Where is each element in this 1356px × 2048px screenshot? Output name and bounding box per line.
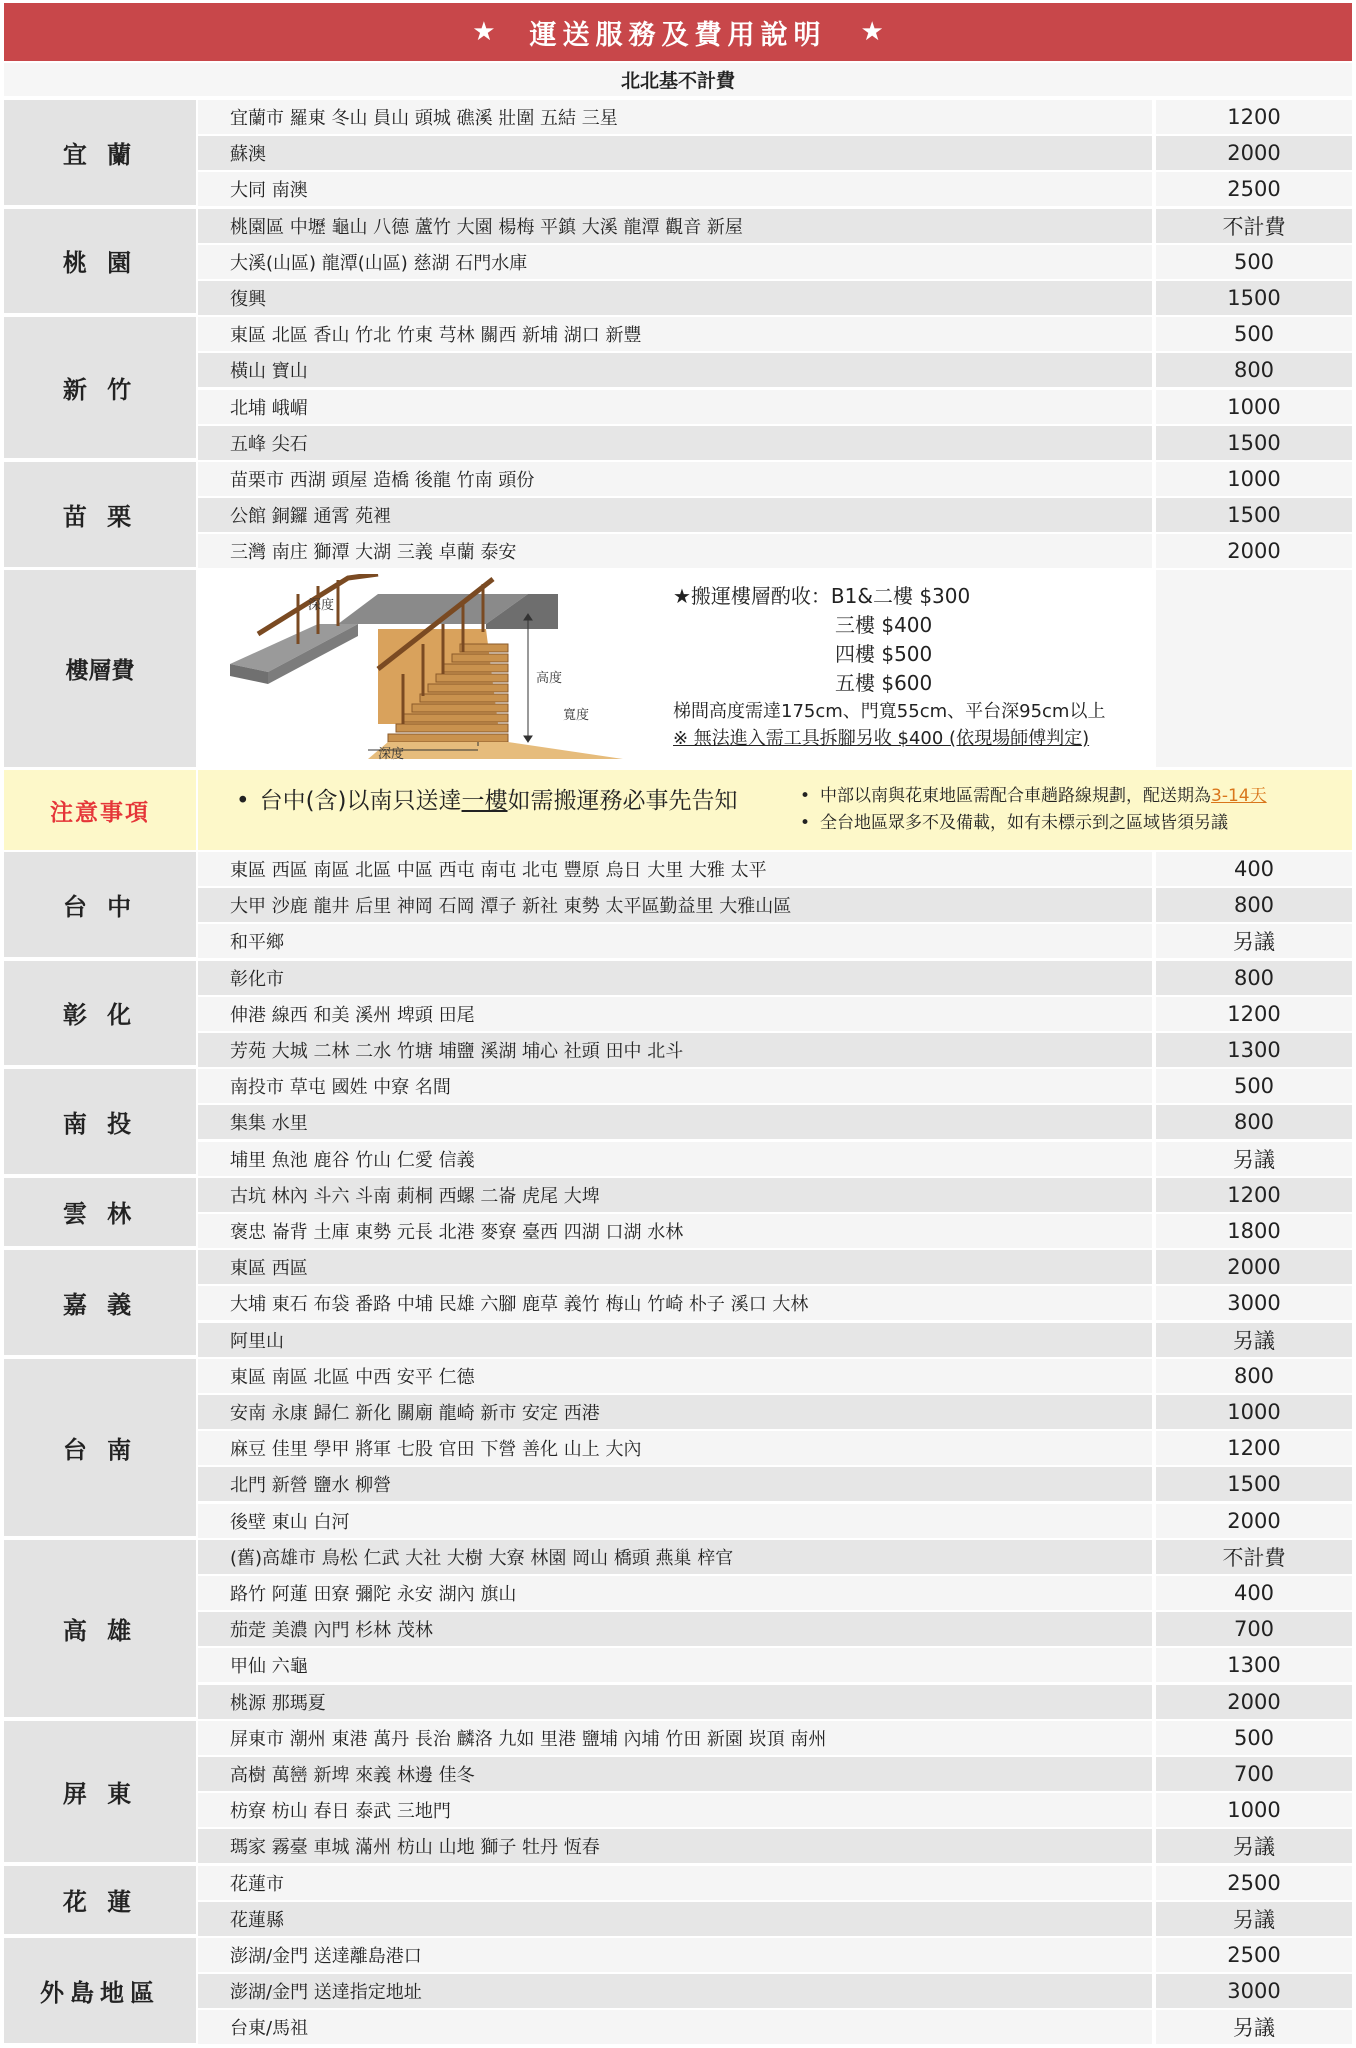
- table-row: [198, 207, 1352, 243]
- area-cell: 阿里山: [198, 1323, 1152, 1357]
- floor-fee-line: 四樓 $500: [835, 642, 933, 666]
- price-cell: 1200: [1156, 1431, 1352, 1465]
- area-cell: 桃園區 中壢 龜山 八德 蘆竹 大園 楊梅 平鎮 大溪 龍潭 觀音 新屋: [198, 209, 1152, 243]
- price-cell: 2500: [1156, 172, 1352, 206]
- area-cell: 屏東市 潮州 東港 萬丹 長治 麟洛 九如 里港 鹽埔 內埔 竹田 新園 崁頂 南州: [198, 1721, 1152, 1755]
- region-label: 台 南: [4, 1357, 196, 1538]
- area-cell: 東區 西區 南區 北區 中區 西屯 南屯 北屯 豐原 烏日 大里 大雅 太平: [198, 852, 1152, 886]
- table-row: [198, 1972, 1352, 2008]
- area-cell: 伸港 線西 和美 溪州 埤頭 田尾: [198, 997, 1152, 1031]
- price-cell: 1500: [1156, 498, 1352, 532]
- price-cell: 2500: [1156, 1938, 1352, 1972]
- notice-side-text: 全台地區眾多不及備載，如有未標示到之區域皆須另議: [820, 813, 1229, 833]
- floor-fee-line: 三樓 $400: [835, 613, 933, 637]
- table-row: [198, 1610, 1352, 1646]
- area-cell: 三灣 南庄 獅潭 大湖 三義 卓蘭 泰安: [198, 534, 1152, 568]
- price-cell: 2000: [1156, 1685, 1352, 1719]
- table-row: [198, 532, 1352, 568]
- bullet-icon: •: [800, 813, 811, 833]
- table-row: [198, 424, 1352, 460]
- area-cell: 褒忠 崙背 土庫 東勢 元長 北港 麥寮 臺西 四湖 口湖 水林: [198, 1214, 1152, 1248]
- floor-fee-price-cell: [1156, 570, 1352, 767]
- table-row: [198, 1031, 1352, 1067]
- label-depth-bottom: 深度: [378, 747, 405, 762]
- price-cell: 500: [1156, 245, 1352, 279]
- area-cell: 北門 新營 鹽水 柳營: [198, 1467, 1152, 1501]
- price-cell: 1300: [1156, 1033, 1352, 1067]
- area-cell: (舊)高雄市 鳥松 仁武 大社 大樹 大寮 林園 岡山 橋頭 燕巢 梓官: [198, 1540, 1152, 1574]
- table-row: [198, 1864, 1352, 1900]
- notice-side: [800, 783, 1267, 837]
- price-cell: 800: [1156, 888, 1352, 922]
- table-row: [198, 496, 1352, 532]
- table-row: [198, 922, 1352, 958]
- table-row: [198, 1140, 1352, 1176]
- area-cell: 公館 銅鑼 通霄 苑裡: [198, 498, 1152, 532]
- price-cell: 1500: [1156, 426, 1352, 460]
- table-row: [198, 1574, 1352, 1610]
- table-row: [198, 1176, 1352, 1212]
- delivery-period: 3-14天: [1211, 786, 1267, 806]
- table-row: [198, 1827, 1352, 1863]
- area-cell: 甲仙 六龜: [198, 1648, 1152, 1682]
- table-row: [198, 279, 1352, 315]
- area-cell: 古坑 林內 斗六 斗南 莿桐 西螺 二崙 虎尾 大埤: [198, 1178, 1152, 1212]
- area-cell: 澎湖/金門 送達指定地址: [198, 1974, 1152, 2008]
- area-cell: 北埔 峨嵋: [198, 390, 1152, 424]
- region-label: 南 投: [4, 1067, 196, 1176]
- area-cell: 花蓮縣: [198, 1902, 1152, 1936]
- price-cell: 1800: [1156, 1214, 1352, 1248]
- price-cell: 另議: [1156, 2010, 1352, 2044]
- price-cell: 另議: [1156, 1323, 1352, 1357]
- area-cell: 埔里 魚池 鹿谷 竹山 仁愛 信義: [198, 1142, 1152, 1176]
- region-label: 新 竹: [4, 315, 196, 460]
- region-label: 雲 林: [4, 1176, 196, 1248]
- table-row: [198, 850, 1352, 886]
- region-label: 苗 栗: [4, 460, 196, 569]
- table-row: [198, 315, 1352, 351]
- region-label: 彰 化: [4, 959, 196, 1068]
- notice-side-text: 中部以南與花東地區需配合車趟路線規劃，配送期為: [820, 786, 1212, 806]
- table-row: [198, 886, 1352, 922]
- notice-main-emphasis: 一樓: [461, 788, 508, 814]
- area-cell: 台東/馬祖: [198, 2010, 1152, 2044]
- table-row: [198, 1646, 1352, 1682]
- price-cell: 3000: [1156, 1286, 1352, 1320]
- area-cell: 彰化市: [198, 961, 1152, 995]
- price-cell: 1500: [1156, 1467, 1352, 1501]
- star-icon: ★: [472, 17, 496, 47]
- price-cell: 不計費: [1156, 209, 1352, 243]
- price-cell: 500: [1156, 317, 1352, 351]
- floor-fee-panel: [198, 570, 1152, 767]
- price-cell: 2500: [1156, 1866, 1352, 1900]
- bullet-icon: •: [800, 786, 811, 806]
- area-cell: 苗栗市 西湖 頭屋 造橋 後龍 竹南 頭份: [198, 462, 1152, 496]
- price-cell: 另議: [1156, 1142, 1352, 1176]
- area-cell: 安南 永康 歸仁 新化 關廟 龍崎 新市 安定 西港: [198, 1395, 1152, 1429]
- price-cell: 1200: [1156, 1178, 1352, 1212]
- price-cell: 400: [1156, 852, 1352, 886]
- price-cell: 1300: [1156, 1648, 1352, 1682]
- price-cell: 1500: [1156, 281, 1352, 315]
- table-row: [198, 1393, 1352, 1429]
- price-cell: 400: [1156, 1576, 1352, 1610]
- table-row: [198, 1683, 1352, 1719]
- label-height: 高度: [536, 671, 563, 686]
- star-icon: ★: [860, 17, 884, 47]
- notice-panel: [198, 770, 1352, 850]
- area-cell: 東區 西區: [198, 1250, 1152, 1284]
- table-row: [198, 1067, 1352, 1103]
- price-cell: 2000: [1156, 1504, 1352, 1538]
- table-row: [198, 388, 1352, 424]
- area-cell: 後壁 東山 白河: [198, 1504, 1152, 1538]
- area-cell: 和平鄉: [198, 924, 1152, 958]
- area-cell: 集集 水里: [198, 1105, 1152, 1139]
- area-cell: 桃源 那瑪夏: [198, 1685, 1152, 1719]
- price-cell: 500: [1156, 1069, 1352, 1103]
- label-depth-top: 深度: [308, 598, 335, 613]
- price-cell: 500: [1156, 1721, 1352, 1755]
- price-cell: 1000: [1156, 390, 1352, 424]
- area-cell: 宜蘭市 羅東 冬山 員山 頭城 礁溪 壯圍 五結 三星: [198, 100, 1152, 134]
- area-cell: 茄萣 美濃 內門 杉林 茂林: [198, 1612, 1152, 1646]
- table-row: [198, 959, 1352, 995]
- table-row: [198, 98, 1352, 134]
- floor-fee-line: 五樓 $600: [835, 671, 933, 695]
- area-cell: 東區 北區 香山 竹北 竹東 芎林 關西 新埔 湖口 新豐: [198, 317, 1152, 351]
- price-cell: 800: [1156, 961, 1352, 995]
- table-row: [198, 351, 1352, 387]
- table-row: [198, 1357, 1352, 1393]
- table-row: [198, 1465, 1352, 1501]
- area-cell: 大溪(山區) 龍潭(山區) 慈湖 石門水庫: [198, 245, 1152, 279]
- table-row: [198, 1936, 1352, 1972]
- area-cell: 高樹 萬巒 新埤 來義 林邊 佳冬: [198, 1757, 1152, 1791]
- price-cell: 2000: [1156, 136, 1352, 170]
- floor-fee-line: ★搬運樓層酌收：B1&二樓 $300: [673, 584, 971, 608]
- area-cell: 復興: [198, 281, 1152, 315]
- price-cell: 不計費: [1156, 1540, 1352, 1574]
- region-label: 高 雄: [4, 1538, 196, 1719]
- table-row: [198, 1429, 1352, 1465]
- table-row: [198, 1321, 1352, 1357]
- region-label: 宜 蘭: [4, 98, 196, 207]
- table-row: [198, 1900, 1352, 1936]
- area-cell: 澎湖/金門 送達離島港口: [198, 1938, 1152, 1972]
- region-label: 外島地區: [4, 1936, 196, 2045]
- region-label: 花 蓮: [4, 1864, 196, 1936]
- region-label: 台 中: [4, 850, 196, 959]
- price-cell: 700: [1156, 1757, 1352, 1791]
- area-cell: 枋寮 枋山 春日 泰武 三地門: [198, 1793, 1152, 1827]
- table-row: [198, 1103, 1352, 1139]
- notice-main: [236, 782, 738, 815]
- table-row: [198, 1212, 1352, 1248]
- table-row: [198, 134, 1352, 170]
- price-cell: 1000: [1156, 1395, 1352, 1429]
- area-cell: 大同 南澳: [198, 172, 1152, 206]
- price-cell: 1200: [1156, 100, 1352, 134]
- table-row: [198, 170, 1352, 206]
- region-label: 嘉 義: [4, 1248, 196, 1357]
- area-cell: 麻豆 佳里 學甲 將軍 七股 官田 下營 善化 山上 大內: [198, 1431, 1152, 1465]
- table-row: [198, 460, 1352, 496]
- price-cell: 1200: [1156, 997, 1352, 1031]
- page-title: 運送服務及費用說明: [529, 19, 827, 51]
- price-cell: 2000: [1156, 534, 1352, 568]
- region-label: 桃 園: [4, 207, 196, 316]
- floor-fee-text: [673, 582, 1105, 752]
- notice-main-text: 台中(含)以南只送達: [259, 788, 462, 814]
- area-cell: 南投市 草屯 國姓 中寮 名間: [198, 1069, 1152, 1103]
- price-cell: 800: [1156, 353, 1352, 387]
- notice-main-text: 如需搬運務必事先告知: [507, 788, 738, 814]
- price-cell: 另議: [1156, 1902, 1352, 1936]
- floor-fee-requirement: 梯間高度需達175cm、門寬55cm、平台深95cm以上: [673, 701, 1106, 722]
- area-cell: 蘇澳: [198, 136, 1152, 170]
- area-cell: 大甲 沙鹿 龍井 后里 神岡 石岡 潭子 新社 東勢 太平區勤益里 大雅山區: [198, 888, 1152, 922]
- area-cell: 大埔 東石 布袋 番路 中埔 民雄 六腳 鹿草 義竹 梅山 竹崎 朴子 溪口 大林: [198, 1286, 1152, 1320]
- table-row: [198, 1755, 1352, 1791]
- area-cell: 瑪家 霧臺 車城 滿州 枋山 山地 獅子 牡丹 恆春: [198, 1829, 1152, 1863]
- staircase-illustration: [228, 574, 648, 764]
- floor-fee-label: 樓層費: [4, 570, 196, 767]
- price-cell: 1000: [1156, 1793, 1352, 1827]
- table-row: [198, 1284, 1352, 1320]
- area-cell: 路竹 阿蓮 田寮 彌陀 永安 湖內 旗山: [198, 1576, 1152, 1610]
- price-cell: 800: [1156, 1359, 1352, 1393]
- table-row: [198, 243, 1352, 279]
- price-cell: 另議: [1156, 1829, 1352, 1863]
- subheader: 北北基不計費: [4, 61, 1352, 98]
- region-label: 屏 東: [4, 1719, 196, 1864]
- table-row: [198, 1538, 1352, 1574]
- price-cell: 700: [1156, 1612, 1352, 1646]
- table-row: [198, 1248, 1352, 1284]
- floor-fee-extra-charge: ※ 無法進入需工具拆腳另收 $400 (依現場師傅判定): [673, 728, 1090, 749]
- area-cell: 芳苑 大城 二林 二水 竹塘 埔鹽 溪湖 埔心 社頭 田中 北斗: [198, 1033, 1152, 1067]
- table-row: [198, 1502, 1352, 1538]
- notice-label: 注意事項: [4, 770, 196, 850]
- label-width: 寬度: [563, 708, 590, 723]
- area-cell: 花蓮市: [198, 1866, 1152, 1900]
- area-cell: 橫山 寶山: [198, 353, 1152, 387]
- price-cell: 2000: [1156, 1250, 1352, 1284]
- table-row: [198, 1719, 1352, 1755]
- area-cell: 東區 南區 北區 中西 安平 仁德: [198, 1359, 1152, 1393]
- price-cell: 另議: [1156, 924, 1352, 958]
- table-row: [198, 995, 1352, 1031]
- price-cell: 800: [1156, 1105, 1352, 1139]
- price-cell: 1000: [1156, 462, 1352, 496]
- table-row: [198, 1791, 1352, 1827]
- area-cell: 五峰 尖石: [198, 426, 1152, 460]
- bullet-icon: •: [236, 788, 250, 814]
- table-row: [198, 2008, 1352, 2044]
- price-cell: 3000: [1156, 1974, 1352, 2008]
